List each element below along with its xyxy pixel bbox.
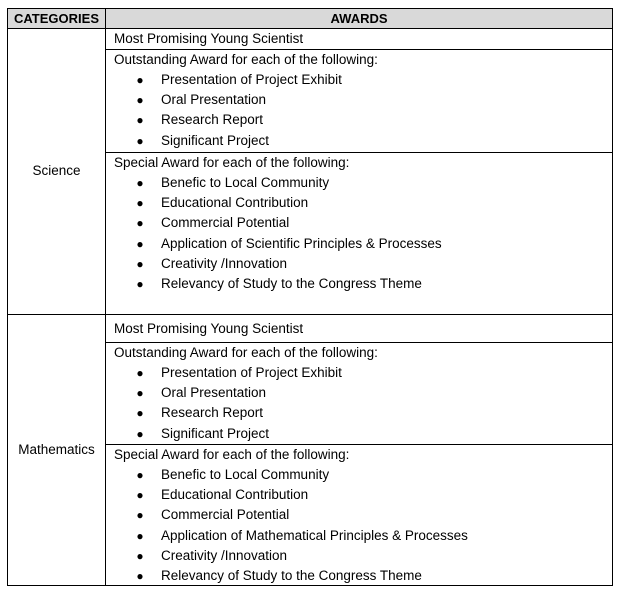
bullet: ● [136,93,144,107]
award-item: Oral Presentation [161,385,267,400]
award-item: Educational Contribution [161,487,309,502]
category-science: Science [32,163,81,178]
award-item: Commercial Potential [161,215,290,230]
award-item: Presentation of Project Exhibit [161,365,342,380]
bullet: ● [136,549,144,563]
award-item: Creativity /Innovation [161,548,288,563]
award-item: Research Report [161,112,264,127]
award-special [106,153,612,314]
bullet: ● [136,488,144,502]
award-item: Presentation of Project Exhibit [161,72,342,87]
bullet: ● [136,427,144,441]
award-item: Benefic to Local Community [161,467,330,482]
bullet: ● [136,277,144,291]
award-outstanding [106,50,612,152]
bullet: ● [136,366,144,380]
award-title: Outstanding Award for each of the following: [114,52,378,67]
awards-table [7,8,613,586]
bullet: ● [136,216,144,230]
bullet: ● [136,176,144,190]
bullet: ● [136,196,144,210]
award-item: Significant Project [161,426,270,441]
award-item: Relevancy of Study to the Congress Theme [161,276,422,291]
award-item: Benefic to Local Community [161,175,330,190]
award-title: Most Promising Young Scientist [114,321,304,336]
award-item: Significant Project [161,133,270,148]
award-item: Research Report [161,405,264,420]
award-title: Outstanding Award for each of the following: [114,345,378,360]
table-border-right [612,8,613,586]
award-item: Relevancy of Study to the Congress Theme [161,568,422,583]
award-special [106,445,612,585]
bullet: ● [136,468,144,482]
award-item: Application of Mathematical Principles & Processes [161,528,468,543]
header-categories: CATEGORIES [8,9,105,28]
bullet: ● [136,386,144,400]
category-mathematics: Mathematics [18,442,95,457]
bullet: ● [136,508,144,522]
table-border-left [7,8,8,586]
award-outstanding [106,343,612,444]
award-title: Special Award for each of the following: [114,447,350,462]
bullet: ● [136,529,144,543]
award-young-scientist [106,29,612,49]
award-item: Application of Scientific Principles & Processes [161,236,442,251]
award-title: Most Promising Young Scientist [114,31,304,46]
award-item: Oral Presentation [161,92,267,107]
award-young-scientist [106,319,612,341]
award-item: Educational Contribution [161,195,309,210]
bullet: ● [136,134,144,148]
bullet: ● [136,569,144,583]
section-divider [7,314,613,315]
award-item: Creativity /Innovation [161,256,288,271]
bullet: ● [136,257,144,271]
award-title: Special Award for each of the following: [114,155,350,170]
bullet: ● [136,406,144,420]
bullet: ● [136,73,144,87]
bullet: ● [136,237,144,251]
header-awards: AWARDS [106,9,612,28]
award-item: Commercial Potential [161,507,290,522]
bullet: ● [136,113,144,127]
